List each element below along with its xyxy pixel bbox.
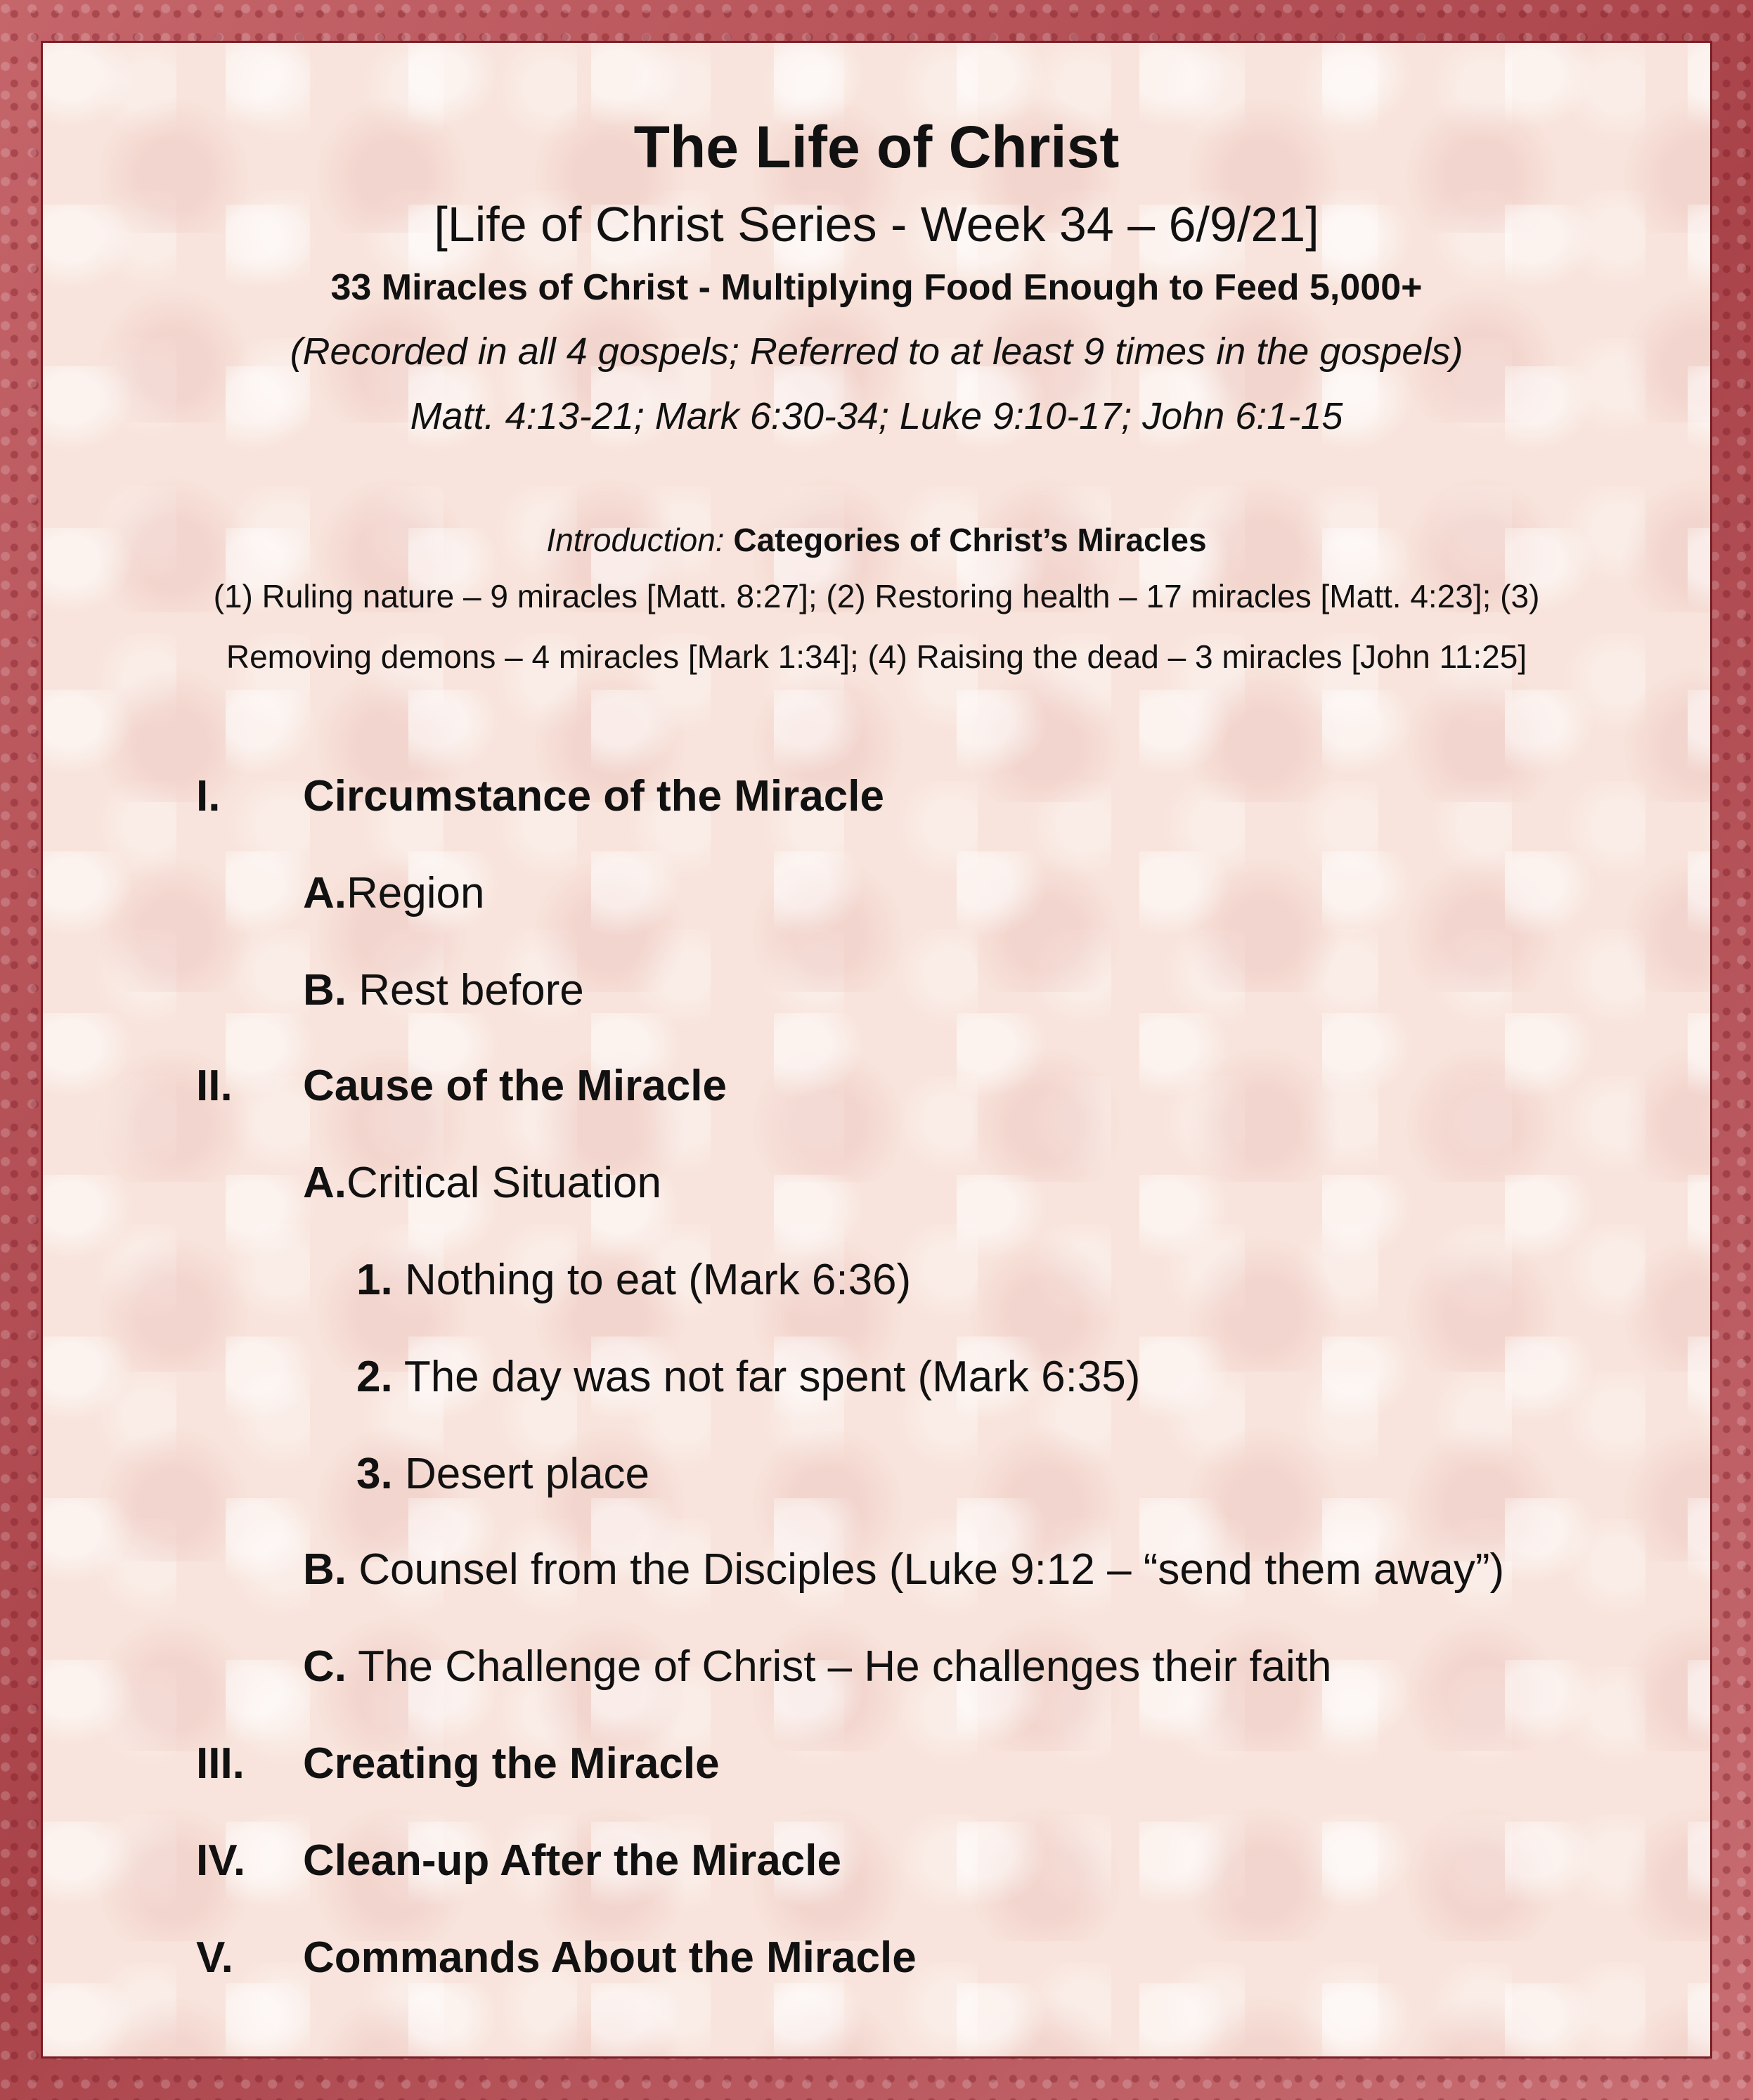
section-heading: Clean-up After the Miracle xyxy=(303,1836,841,1885)
item-marker: B. xyxy=(303,1545,347,1594)
item-text: The day was not far spent (Mark 6:35) xyxy=(392,1353,1141,1401)
recorded-note: (Recorded in all 4 gospels; Referred to at least 9 times in the gospels) xyxy=(290,330,1463,373)
item-marker: B. xyxy=(303,966,347,1014)
page-title: The Life of Christ xyxy=(633,114,1120,180)
item-text: Critical Situation xyxy=(347,1159,661,1207)
section-numeral: IV. xyxy=(196,1836,246,1885)
item-marker: A. xyxy=(303,1159,347,1207)
section-heading: Commands About the Miracle xyxy=(303,1933,917,1982)
introduction-label: Introduction: xyxy=(546,522,725,558)
section-numeral: II. xyxy=(196,1062,233,1110)
introduction-heading: Categories of Christ’s Miracles xyxy=(733,522,1207,558)
categories-line-1: (1) Ruling nature – 9 miracles [Matt. 8:27]; (2) Restoring health – 17 miracles [Matt. 4:23]; (3) xyxy=(213,578,1540,614)
series-line: [Life of Christ Series - Week 34 – 6/9/21] xyxy=(434,197,1319,252)
section-numeral: V. xyxy=(196,1933,233,1982)
section-heading: Creating the Miracle xyxy=(303,1739,720,1788)
item-text: Rest before xyxy=(347,966,584,1014)
handout-page xyxy=(41,41,1712,2059)
item-marker: 2. xyxy=(356,1353,393,1401)
section-heading: Cause of the Miracle xyxy=(303,1062,727,1110)
subtitle: 33 Miracles of Christ - Multiplying Food Enough to Feed 5,000+ xyxy=(330,267,1423,308)
item-marker: C. xyxy=(303,1642,347,1691)
scripture-references: Matt. 4:13-21; Mark 6:30-34; Luke 9:10-17; John 6:1-15 xyxy=(410,395,1343,437)
item-text: Desert place xyxy=(392,1450,649,1498)
section-numeral: I. xyxy=(196,772,221,820)
introduction-line xyxy=(43,521,1710,559)
item-text: Counsel from the Disciples (Luke 9:12 – “send them away”) xyxy=(347,1545,1505,1594)
item-marker: A. xyxy=(303,869,347,917)
section-heading: Circumstance of the Miracle xyxy=(303,772,884,820)
item-marker: 3. xyxy=(356,1450,393,1498)
categories-line-2: Removing demons – 4 miracles [Mark 1:34]; (4) Raising the dead – 3 miracles [John 11:25] xyxy=(226,638,1527,675)
item-text: Nothing to eat (Mark 6:36) xyxy=(392,1256,912,1304)
item-text: Region xyxy=(347,869,485,917)
section-numeral: III. xyxy=(196,1739,245,1788)
item-marker: 1. xyxy=(356,1256,393,1304)
item-text: The Challenge of Christ – He challenges their faith xyxy=(347,1642,1332,1691)
